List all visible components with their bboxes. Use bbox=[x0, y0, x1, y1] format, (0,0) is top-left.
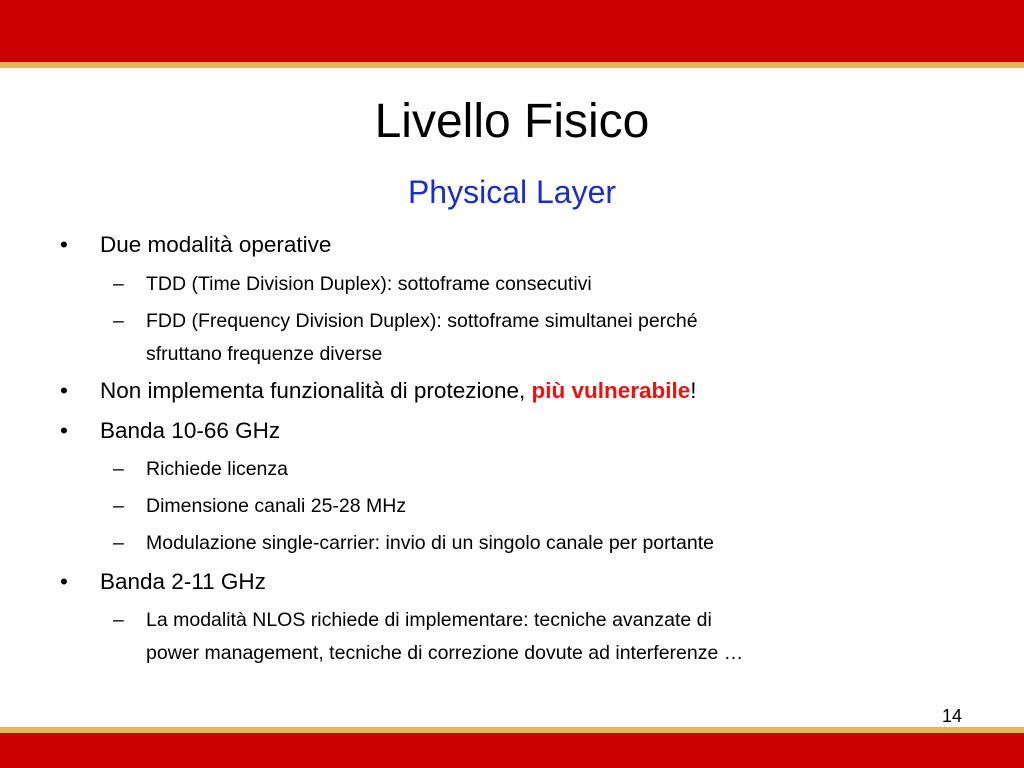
sub-bullet-text-continued: sfruttano frequenze diverse bbox=[146, 343, 383, 365]
bullet-text: Banda 10-66 GHz bbox=[100, 418, 281, 443]
sub-bullet-item bbox=[113, 604, 936, 670]
top-gold-stripe bbox=[0, 62, 1024, 68]
bullet-text: Non implementa funzionalità di protezione, bbox=[100, 378, 532, 403]
sub-bullet-item bbox=[113, 305, 936, 371]
bullet-mark: • bbox=[60, 569, 68, 594]
bullet-mark: • bbox=[60, 418, 68, 443]
bullet-mark: • bbox=[60, 378, 68, 403]
bullet-text: Banda 2-11 GHz bbox=[100, 569, 266, 594]
sub-bullet-text: Richiede licenza bbox=[146, 458, 288, 480]
sub-bullet-text: Modulazione single-carrier: invio di un singolo canale per portante bbox=[146, 532, 714, 554]
sub-bullet-item bbox=[113, 490, 936, 523]
slide-subtitle: Physical Layer bbox=[407, 174, 617, 210]
sub-bullet-item bbox=[113, 453, 936, 486]
emphasis-text: più vulnerabile bbox=[531, 378, 691, 403]
bullet-item bbox=[60, 416, 960, 446]
bullet-mark: • bbox=[60, 232, 68, 257]
page-number: 14 bbox=[941, 706, 962, 726]
bottom-red-band bbox=[0, 733, 1024, 768]
sub-bullet-text-continued: power management, tecniche di correzione dovute ad interferenze … bbox=[146, 642, 744, 664]
sub-bullet-item bbox=[113, 527, 936, 560]
dash-mark: – bbox=[113, 532, 124, 554]
bullet-item bbox=[60, 567, 960, 597]
dash-mark: – bbox=[113, 495, 124, 517]
dash-mark: – bbox=[113, 458, 124, 480]
bullet-text-end: ! bbox=[690, 378, 697, 403]
dash-mark: – bbox=[113, 609, 124, 631]
sub-bullet-text: TDD (Time Division Duplex): sottoframe consecutivi bbox=[146, 273, 592, 295]
sub-bullet-text: Dimensione canali 25-28 MHz bbox=[146, 495, 407, 517]
dash-mark: – bbox=[113, 310, 124, 332]
bullet-item bbox=[60, 376, 960, 406]
bullet-item bbox=[60, 230, 960, 260]
sub-bullet-text: La modalità NLOS richiede di implementare: tecniche avanzate di bbox=[146, 609, 712, 631]
top-red-band bbox=[0, 0, 1024, 62]
slide-title: Livello Fisico bbox=[374, 95, 650, 148]
bullet-text: Due modalità operative bbox=[100, 232, 332, 257]
dash-mark: – bbox=[113, 273, 124, 295]
sub-bullet-text: FDD (Frequency Division Duplex): sottoframe simultanei perché bbox=[146, 310, 698, 332]
sub-bullet-item bbox=[113, 268, 936, 301]
